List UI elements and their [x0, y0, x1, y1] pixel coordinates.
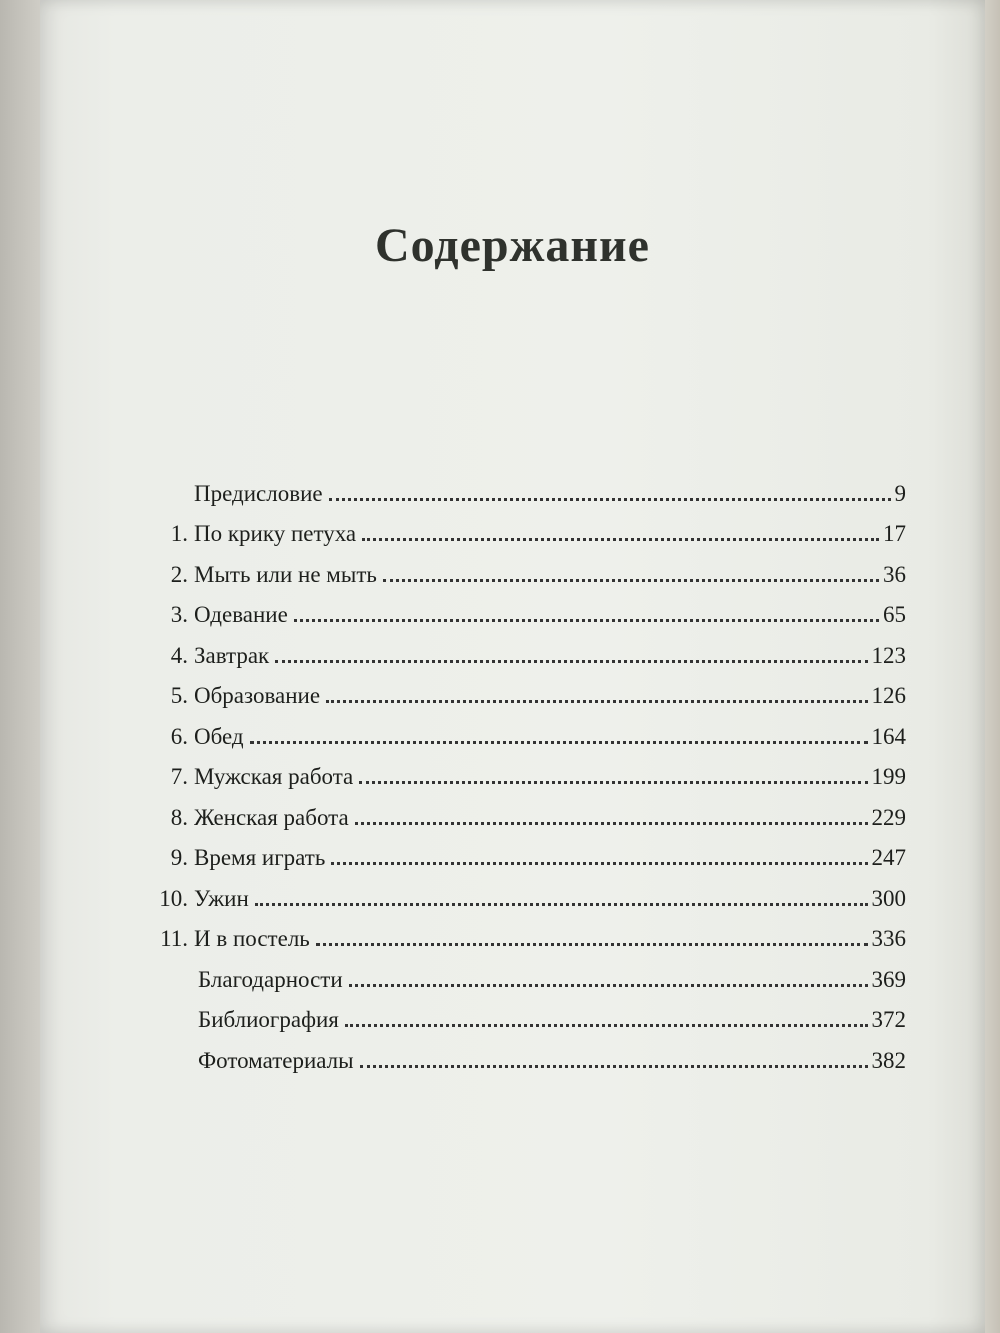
toc-entry-number: 8. [170, 804, 188, 830]
toc-entry-page: 17 [883, 521, 906, 546]
toc-entry-title: Обед [194, 723, 244, 749]
toc-entry-number: 2. [170, 561, 188, 587]
toc-entry-number: 5. [170, 683, 188, 708]
toc-entry-number: 11. [160, 926, 188, 951]
toc-entry-page: 126 [871, 683, 906, 708]
toc-entry [126, 750, 906, 791]
toc-entry [126, 993, 906, 1034]
dot-leader [250, 741, 868, 744]
toc-entry-title: Благодарности [198, 966, 343, 992]
toc-entry-title: Фотоматериалы [198, 1047, 354, 1073]
dot-leader [255, 903, 868, 906]
dot-leader [362, 538, 879, 541]
dot-leader [275, 660, 867, 663]
book-page [40, 0, 985, 1333]
toc-entry [126, 871, 906, 912]
toc-entry-title: Предисловие [194, 480, 323, 506]
toc-entry [126, 952, 906, 993]
toc-entry-number: 4. [170, 642, 188, 668]
toc-entry [126, 912, 906, 953]
toc-entry-title: Женская работа [194, 804, 349, 830]
toc-entry-title: Библиография [198, 1007, 339, 1032]
toc-entry-page: 65 [883, 602, 906, 627]
toc-entry-page: 36 [883, 561, 906, 587]
toc-entry-number: 10. [159, 885, 188, 911]
toc-entry-page: 382 [871, 1047, 906, 1073]
toc-entry-title: Одевание [194, 602, 288, 627]
toc-entry-title: И в постель [194, 926, 310, 951]
toc-entry-number: 3. [170, 602, 188, 627]
table-of-contents [126, 466, 906, 1074]
dot-leader [360, 1065, 868, 1068]
toc-entry-page: 372 [871, 1007, 906, 1032]
toc-entry-title: Мыть или не мыть [194, 561, 377, 587]
toc-entry-page: 199 [871, 764, 906, 789]
toc-entry [126, 507, 906, 548]
dot-leader [294, 619, 879, 622]
dot-leader [345, 1024, 868, 1027]
toc-entry-title: Ужин [194, 885, 249, 911]
toc-entry-page: 300 [871, 885, 906, 911]
dot-leader [331, 862, 867, 865]
dot-leader [359, 781, 867, 784]
toc-entry-page: 229 [871, 804, 906, 830]
toc-entry-number: 1. [170, 521, 188, 546]
toc-entry [126, 831, 906, 872]
toc-entry-page: 123 [871, 642, 906, 668]
toc-entry [126, 709, 906, 750]
toc-entry-page: 247 [871, 845, 906, 870]
dot-leader [326, 700, 867, 703]
toc-entry [126, 628, 906, 669]
toc-entry-number: 7. [170, 764, 188, 789]
toc-entry-title: По крику петуха [194, 521, 357, 546]
dot-leader [329, 498, 891, 501]
toc-entry-number: 9. [170, 845, 188, 870]
toc-entry-page: 164 [871, 723, 906, 749]
toc-entry [126, 547, 906, 588]
toc-entry-title: Время играть [194, 845, 326, 870]
dot-leader [355, 822, 868, 825]
toc-entry [126, 1033, 906, 1074]
dot-leader [383, 579, 879, 582]
toc-entry-title: Мужская работа [194, 764, 354, 789]
dot-leader [316, 943, 868, 946]
toc-entry [126, 466, 906, 507]
toc-entry-page: 369 [871, 966, 906, 992]
toc-entry [126, 790, 906, 831]
toc-entry [126, 669, 906, 710]
toc-entry-title: Образование [194, 683, 321, 708]
toc-entry-page: 336 [871, 926, 906, 951]
toc-entry-page: 9 [894, 480, 906, 506]
toc-entry [126, 588, 906, 629]
page-edge [985, 0, 1000, 1333]
binding-shadow [0, 0, 40, 1333]
toc-entry-number: 6. [170, 723, 188, 749]
dot-leader [349, 984, 868, 987]
toc-entry-title: Завтрак [194, 642, 270, 668]
page-title: Содержание [375, 219, 650, 273]
